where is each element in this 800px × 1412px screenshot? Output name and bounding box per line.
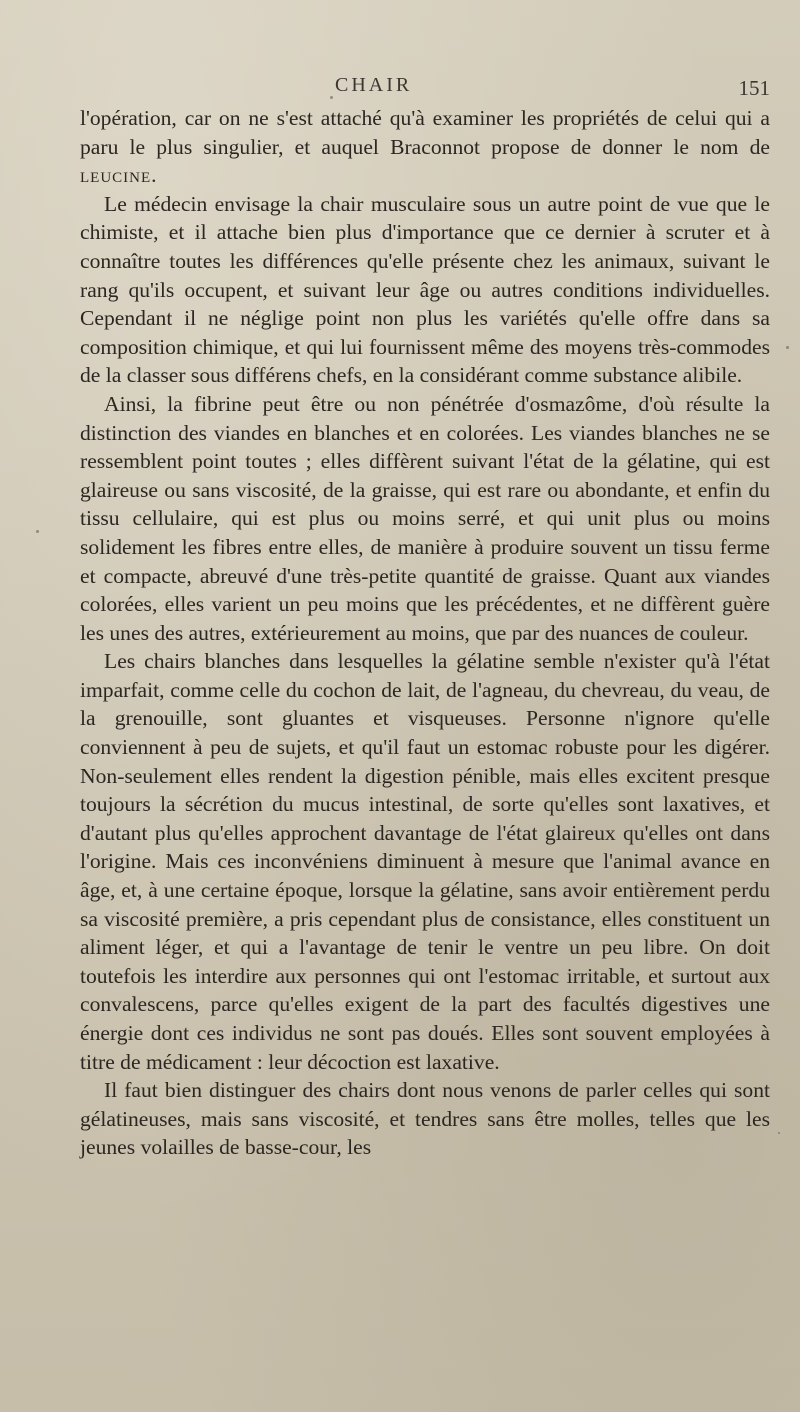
paragraph-1: [80, 104, 770, 190]
page-header: [80, 74, 770, 108]
paper-speck: [786, 346, 789, 349]
page-number: 151: [738, 76, 770, 100]
body-text: [80, 104, 770, 1162]
paper-speck: [330, 96, 333, 99]
paragraph-4: Les chairs blanches dans lesquelles la gélatine semble n'exister qu'à l'état imparfait, comme celle du cochon de lait, de l'agneau, du chevreau, du veau, de la grenouille, sont gluantes et visqueuses. Personne n'ignore qu'elle conviennent à peu de sujets, et qu'il faut un estomac robuste pour les digérer. Non-seulement elles rendent la digestion pénible, mais elles excitent presque toujours la sécrétion du mucus intestinal, de sorte qu'elles sont laxatives, et d'autant plus qu'elles approchent davantage de l'état glaireux qu'elles ont dans l'origine. Mais ces inconvéniens diminuent à mesure que l'animal avance en âge, et, à une certaine époque, lorsque la gélatine, sans avoir entièrement perdu sa viscosité première, a pris cependant plus de consistance, elles constituent un aliment léger, et qui a l'avantage de tenir le ventre un peu libre. On doit toutefois les interdire aux personnes qui ont l'estomac irritable, et surtout aux convalescens, parce qu'elles exigent de la part des facultés digestives une énergie dont ces individus ne sont pas doués. Elles sont souvent employées à titre de médicament : leur décoction est laxative.: [80, 649, 770, 1074]
leucine-term: leucine: [80, 163, 152, 188]
paper-speck: [778, 1132, 780, 1134]
paragraph-2: Le médecin envisage la chair musculaire sous un autre point de vue que le chimiste, et il attache bien plus d'importance que ce dernier à scruter et à connaître toutes les différences qu'elle présente chez les animaux, suivant le rang qu'ils occupent, et suivant leur âge ou autres conditions individuelles. Cependant il ne néglige point non plus les variétés qu'elle offre dans sa composition chimique, et qui lui fournissent même des moyens très-commodes de la classer sous différens chefs, en la considérant comme substance alibile.: [80, 191, 770, 388]
paragraph-3: Ainsi, la fibrine peut être ou non pénétrée d'osmazôme, d'où résulte la distinction des viandes en blanches et en colorées. Les viandes blanches ne se ressemblent point toutes ; elles diffèrent suivant l'état de la gélatine, qui est glaireuse ou sans viscosité, de la graisse, qui est rare ou abondante, et enfin du tissu cellulaire, qui est plus ou moins serré, et qui unit plus ou moins solidement les fibres entre elles, de manière à produire souvent un tissu ferme et compacte, abreuvé d'une très-petite quantité de graisse. Quant aux viandes colorées, elles varient un peu moins que les précédentes, et ne diffèrent guère les unes des autres, extérieurement au moins, que par des nuances de couleur.: [80, 391, 770, 645]
paragraph-1-end: .: [151, 163, 157, 188]
running-title: CHAIR: [335, 74, 413, 96]
paragraph-5: Il faut bien distinguer des chairs dont nous venons de parler celles qui sont gélatineuses, mais sans viscosité, et tendres sans être molles, telles que les jeunes volailles de basse-cour, les: [80, 1078, 770, 1160]
paragraph-1-text: l'opération, car on ne s'est attaché qu'à examiner les propriétés de celui qui a paru le plus singulier, et auquel Braconnot propose de donner le nom de: [80, 106, 770, 159]
paper-speck: [36, 530, 39, 533]
